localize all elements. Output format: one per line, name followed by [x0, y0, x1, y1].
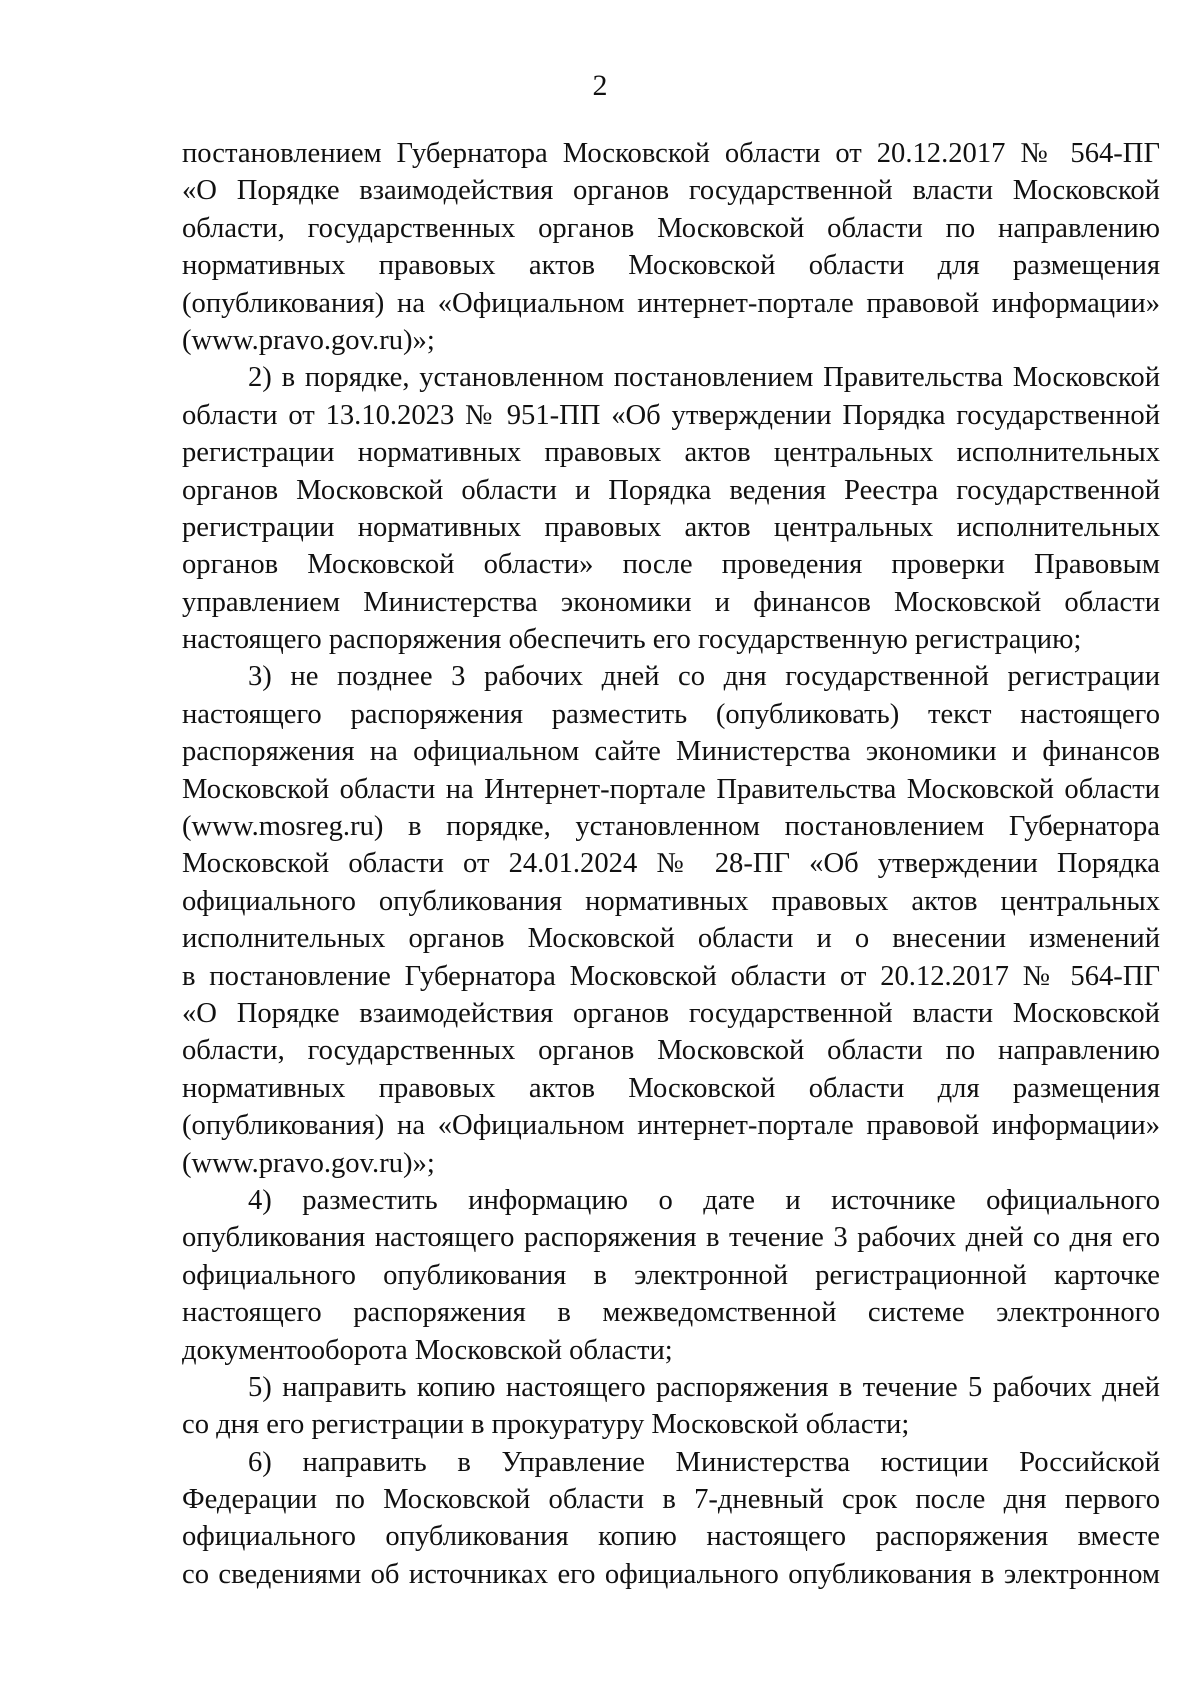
text-line: распоряжения на официальном сайте Министерства экономики и финансов — [182, 736, 1160, 768]
text-line: исполнительных органов Московской области и о внесении изменений — [182, 923, 1160, 955]
text-line: органов Московской области» после проведения проверки Правовым — [182, 549, 1160, 581]
text-line: «О Порядке взаимодействия органов государственной власти Московской — [182, 997, 1160, 1029]
text-line: постановлением Губернатора Московской области от 20.12.2017 № 564-ПГ — [182, 138, 1160, 169]
text-line: области, государственных органов Московской области по направлению — [182, 212, 1160, 244]
text-line: области от 13.10.2023 № 951-ПП «Об утверждении Порядка государственной — [182, 399, 1160, 431]
text-line: (www.mosreg.ru) в порядке, установленном постановлением Губернатора — [182, 811, 1160, 843]
text-line: настоящего распоряжения обеспечить его государственную регистрацию; — [182, 624, 1082, 656]
text-line: 5) направить копию настоящего распоряжения в течение 5 рабочих дней — [248, 1371, 1160, 1403]
text-line: опубликования настоящего распоряжения в течение 3 рабочих дней со дня его — [182, 1222, 1160, 1254]
text-line: (www.pravo.gov.ru)»; — [182, 324, 435, 356]
text-line: 4) разместить информацию о дате и источнике официального — [248, 1184, 1160, 1216]
text-line: нормативных правовых актов Московской области для размещения — [182, 1072, 1160, 1104]
text-line: 3) не позднее 3 рабочих дней со дня государственной регистрации — [248, 661, 1160, 693]
text-line: «О Порядке взаимодействия органов государственной власти Московской — [182, 175, 1160, 207]
text-line: настоящего распоряжения в межведомственной системе электронного — [182, 1297, 1160, 1329]
text-line: 6) направить в Управление Министерства юстиции Российской — [248, 1446, 1160, 1478]
text-line: (www.pravo.gov.ru)»; — [182, 1147, 435, 1179]
text-line: области, государственных органов Московской области по направлению — [182, 1035, 1160, 1067]
page-number: 2 — [592, 69, 608, 102]
text-line: 2) в порядке, установленном постановлением Правительства Московской — [248, 362, 1160, 394]
text-line: (опубликования) на «Официальном интернет-портале правовой информации» — [182, 1110, 1160, 1142]
text-line: со сведениями об источниках его официального опубликования в электронном — [182, 1558, 1160, 1590]
text-line: регистрации нормативных правовых актов центральных исполнительных — [182, 437, 1160, 469]
text-line: официального опубликования нормативных правовых актов центральных — [182, 885, 1160, 917]
text-line: документооборота Московской области; — [182, 1334, 673, 1366]
text-line: нормативных правовых актов Московской области для размещения — [182, 250, 1160, 282]
text-line: Федерации по Московской области в 7-дневный срок после дня первого — [182, 1484, 1160, 1516]
text-line: официального опубликования в электронной регистрационной карточке — [182, 1259, 1160, 1291]
text-line: органов Московской области и Порядка ведения Реестра государственной — [182, 474, 1160, 506]
text-line: Московской области на Интернет-портале Правительства Московской области — [182, 773, 1160, 805]
text-line: в постановление Губернатора Московской области от 20.12.2017 № 564-ПГ — [182, 960, 1160, 992]
document-body — [182, 135, 1160, 1593]
text-line: официального опубликования копию настоящего распоряжения вместе — [182, 1521, 1160, 1553]
text-line: управлением Министерства экономики и финансов Московской области — [182, 586, 1160, 618]
text-line: (опубликования) на «Официальном интернет-портале правовой информации» — [182, 287, 1160, 319]
text-line: Московской области от 24.01.2024 № 28-ПГ «Об утверждении Порядка — [182, 848, 1160, 880]
text-line: настоящего распоряжения разместить (опубликовать) текст настоящего — [182, 698, 1160, 730]
text-line: регистрации нормативных правовых актов центральных исполнительных — [182, 511, 1160, 543]
text-line: со дня его регистрации в прокуратуру Московской области; — [182, 1409, 910, 1441]
